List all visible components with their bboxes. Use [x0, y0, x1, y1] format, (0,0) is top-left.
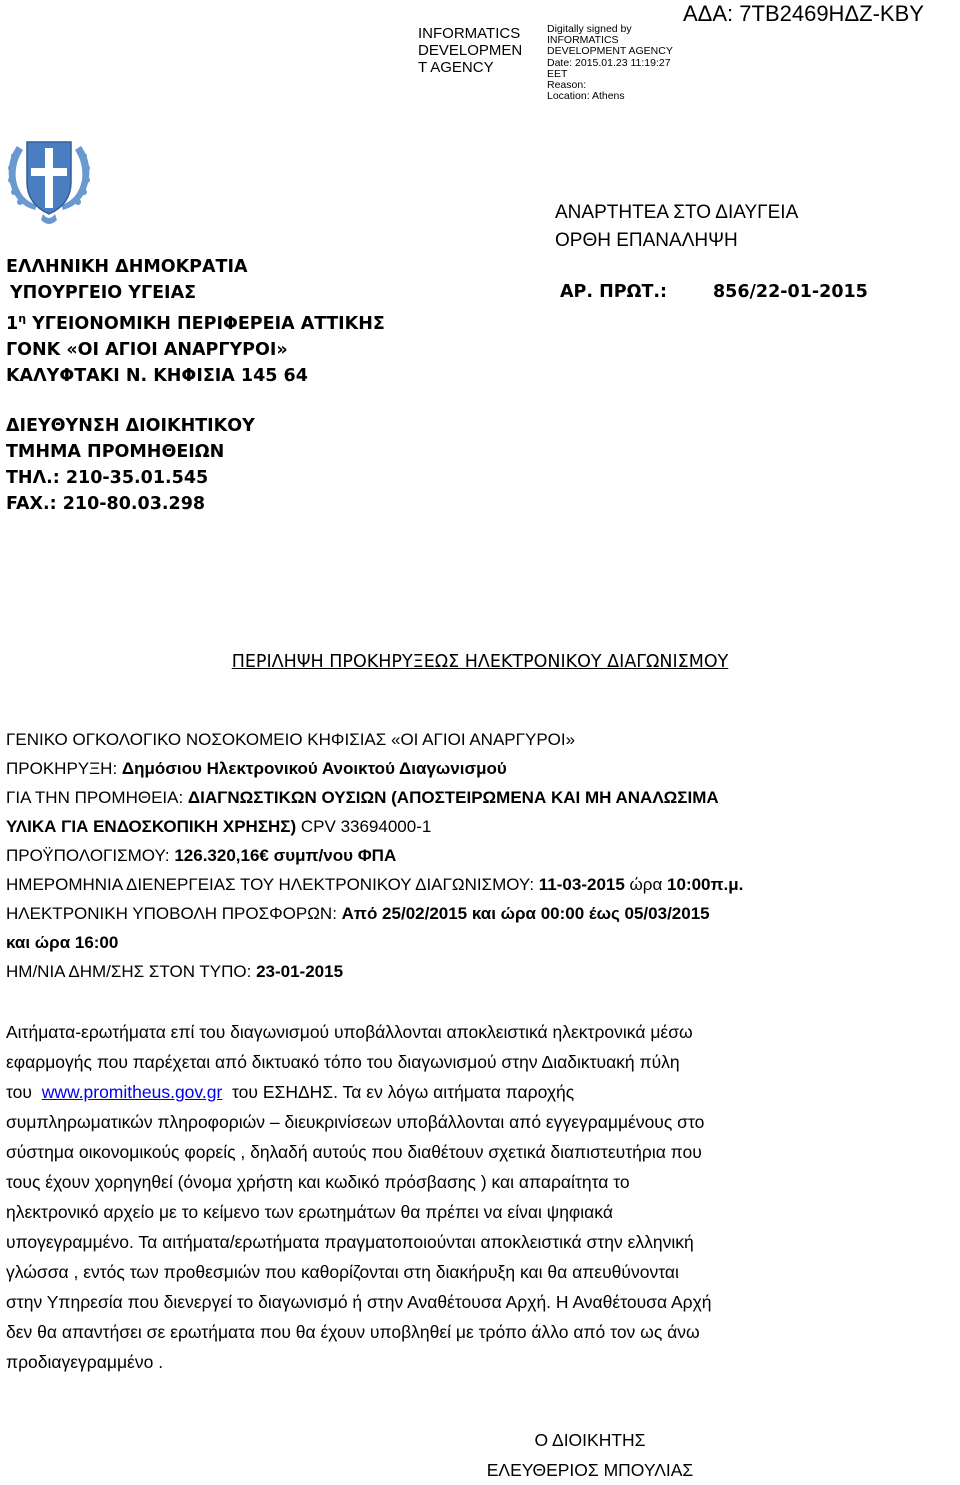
supply-value-cont: ΥΛΙΚΑ ΓΙΑ ΕΝΔΟΣΚΟΠΙΚΗ ΧΡΗΣΗΣ): [6, 817, 297, 836]
protocol-label: ΑΡ. ΠΡΩΤ.:: [560, 282, 668, 302]
paragraph-line: γλώσσα , εντός των προθεσμιών που καθορίζονται στη διακήρυξη και θα απευθύνονται: [6, 1262, 679, 1282]
post-to-diavgeia-note: ΑΝΑΡΤΗΤΕΑ ΣΤΟ ΔΙΑΥΓΕΙΑ: [555, 202, 799, 223]
hospital-address: ΚΑΛΥΦΤΑΚΙ Ν. ΚΗΦΙΣΙΑ 145 64: [6, 365, 308, 386]
paragraph-line: υπογεγραμμένο. Τα αιτήματα/ερωτήματα πραγματοποιούνται αποκλειστικά στην ελληνική: [6, 1232, 694, 1252]
region-ordinal: η: [18, 312, 27, 325]
signature-detail-line: DEVELOPMENT AGENCY: [547, 45, 673, 58]
paragraph-line: συμπληρωματικών πληροφοριών – διευκρινίσεων υποβάλλονται από εγγεγραμμένους στο: [6, 1112, 705, 1132]
signatory-name: ΕΛΕΥΘΕΡΙΟΣ ΜΠΟΥΛΙΑΣ: [486, 1460, 694, 1480]
proclamation-line: [6, 754, 743, 783]
paragraph-line: σύστημα οικονομικούς φορείς , δηλαδή αυτούς που διαθέτουν σχετικά διαπιστευτήρια που: [6, 1142, 702, 1162]
tender-time-label: ώρα: [624, 875, 668, 894]
signature-org-line: DEVELOPMEN: [418, 42, 523, 59]
tender-date-line: [6, 870, 743, 899]
paragraph-line: ηλεκτρονικό αρχείο με το κείμενο των ερωτημάτων θα πρέπει να είναι ψηφιακά: [6, 1202, 613, 1222]
submission-label: ΗΛΕΚΤΡΟΝΙΚΗ ΥΠΟΒΟΛΗ ΠΡΟΣΦΟΡΩΝ:: [6, 904, 342, 923]
signature-org-line: T AGENCY: [418, 59, 494, 76]
issuer-block: [6, 254, 385, 517]
promitheus-link[interactable]: www.promitheus.gov.gr: [41, 1082, 223, 1102]
signature-detail-line: Location: Athens: [547, 90, 625, 103]
coat-of-arms-icon: [5, 130, 93, 245]
signatory-block: [455, 1425, 725, 1485]
tender-time-value: 10:00π.μ.: [667, 875, 744, 894]
ada-code: ΑΔΑ: 7ΤΒ2469ΗΔΖ-ΚΒΥ: [683, 1, 924, 26]
paragraph-line: στην Υπηρεσία που διενεργεί το διαγωνισμό ή στην Αναθέτουσα Αρχή. Η Αναθέτουσα Αρχή: [6, 1292, 712, 1312]
signatory-role: Ο ΔΙΟΙΚΗΤΗΣ: [534, 1430, 646, 1450]
hospital-short: ΓΟΝΚ «ΟΙ ΑΓΙΟΙ ΑΝΑΡΓΥΡΟΙ»: [6, 339, 288, 360]
paragraph-text: του: [6, 1082, 42, 1102]
health-region: [6, 306, 385, 337]
ministry-name: ΥΠΟΥΡΓΕΙΟ ΥΓΕΙΑΣ: [10, 283, 197, 303]
signature-detail-line: Date: 2015.01.23 11:19:27: [547, 56, 671, 69]
proclamation-label: ΠΡΟΚΗΡΥΞΗ:: [6, 759, 122, 778]
department: ΤΜΗΜΑ ΠΡΟΜΗΘΕΙΩΝ: [6, 441, 225, 462]
submission-line: [6, 899, 743, 928]
paragraph-line: εφαρμογής που παρέχεται από δικτυακό τόπο του διαγωνισμού στην Διαδικτυακή πύλη: [6, 1052, 680, 1072]
signature-organization: [418, 25, 522, 76]
cpv-code: CPV 33694000-1: [296, 817, 432, 836]
paragraph-line: δεν θα απαντήσει σε ερωτήματα που θα έχουν υποβληθεί με τρόπο άλλο από τον ως άνω: [6, 1322, 700, 1342]
phone: ΤΗΛ.: 210-35.01.545: [6, 467, 209, 488]
paragraph-line: προδιαγεγραμμένο .: [6, 1352, 164, 1372]
region-name: ΥΓΕΙΟΝΟΜΙΚΗ ΠΕΡΙΦΕΡΕΙΑ ΑΤΤΙΚΗΣ: [32, 313, 385, 334]
republic-name: ΕΛΛΗΝΙΚΗ ΔΗΜΟΚΡΑΤΙΑ: [6, 257, 248, 277]
paragraph-line: τους έχουν χορηγηθεί (όνομα χρήστη και κωδικό πρόσβασης ) και απαραίτητα το: [6, 1172, 630, 1192]
hospital-full-name: ΓΕΝΙΚΟ ΟΓΚΟΛΟΓΙΚΟ ΝΟΣΟΚΟΜΕΙΟ ΚΗΦΙΣΙΑΣ «ΟΙ ΑΓΙΟΙ ΑΝΑΡΓΥΡΟΙ»: [6, 730, 576, 749]
tender-date-label: ΗΜΕΡΟΜΗΝΙΑ ΔΙΕΝΕΡΓΕΙΑΣ ΤΟΥ ΗΛΕΚΤΡΟΝΙΚΟΥ ΔΙΑΓΩΝΙΣΜΟΥ:: [6, 875, 539, 894]
supply-line-cont: [6, 812, 743, 841]
signature-detail-line: Digitally signed by: [547, 23, 632, 35]
submission-line-cont: [6, 928, 743, 957]
tender-date-value: 11-03-2015: [538, 875, 625, 894]
fax: FAX.: 210-80.03.298: [6, 493, 206, 514]
paragraph-text: του ΕΣΗΔΗΣ. Τα εν λόγω αιτήματα παροχής: [222, 1082, 575, 1102]
signature-detail-line: Reason:: [547, 79, 587, 92]
press-date-line: [6, 957, 743, 986]
region-number: 1: [6, 313, 19, 334]
requests-paragraph: [6, 1017, 712, 1377]
notice-block: [6, 725, 743, 986]
submission-value-cont: και ώρα 16:00: [6, 933, 119, 952]
submission-value: Από 25/02/2015 και ώρα 00:00 έως 05/03/2015: [341, 904, 710, 923]
supply-value: ΔΙΑΓΝΩΣΤΙΚΩΝ ΟΥΣΙΩΝ (ΑΠΟΣΤΕΙΡΩΜΕΝΑ ΚΑΙ ΜΗ ΑΝΑΛΩΣΙΜΑ: [187, 788, 719, 807]
correct-repeat-note: ΟΡΘΗ ΕΠΑΝΑΛΗΨΗ: [555, 230, 738, 251]
signature-details: [547, 24, 673, 102]
budget-value: 126.320,16€ συμπ/νου ΦΠΑ: [174, 846, 397, 865]
budget-line: [6, 841, 743, 870]
press-date-label: ΗΜ/ΝΙΑ ΔΗΜ/ΣΗΣ ΣΤΟΝ ΤΥΠΟ:: [6, 962, 257, 981]
proclamation-value: Δημόσιου Ηλεκτρονικού Ανοικτού Διαγωνισμού: [121, 759, 507, 778]
document-title: ΠΕΡΙΛΗΨΗ ΠΡΟΚΗΡΥΞΕΩΣ ΗΛΕΚΤΡΟΝΙΚΟΥ ΔΙΑΓΩΝΙΣΜΟΥ: [231, 652, 729, 672]
supply-line: [6, 783, 743, 812]
supply-label: ΓΙΑ ΤΗΝ ΠΡΟΜΗΘΕΙΑ:: [6, 788, 188, 807]
budget-label: ΠΡΟΫΠΟΛΟΓΙΣΜΟΥ:: [6, 846, 175, 865]
protocol-number: 856/22-01-2015: [713, 282, 868, 302]
paragraph-line: Αιτήματα-ερωτήματα επί του διαγωνισμού υποβάλλονται αποκλειστικά ηλεκτρονικά μέσω: [6, 1022, 693, 1042]
press-date-value: 23-01-2015: [256, 962, 344, 981]
paragraph-line: [6, 1077, 712, 1107]
signature-org-line: INFORMATICS: [418, 25, 521, 42]
signature-detail-line: EET: [547, 67, 568, 80]
directorate: ΔΙΕΥΘΥΝΣΗ ΔΙΟΙΚΗΤΙΚΟΥ: [6, 415, 255, 436]
signature-detail-line: INFORMATICS: [547, 34, 619, 47]
